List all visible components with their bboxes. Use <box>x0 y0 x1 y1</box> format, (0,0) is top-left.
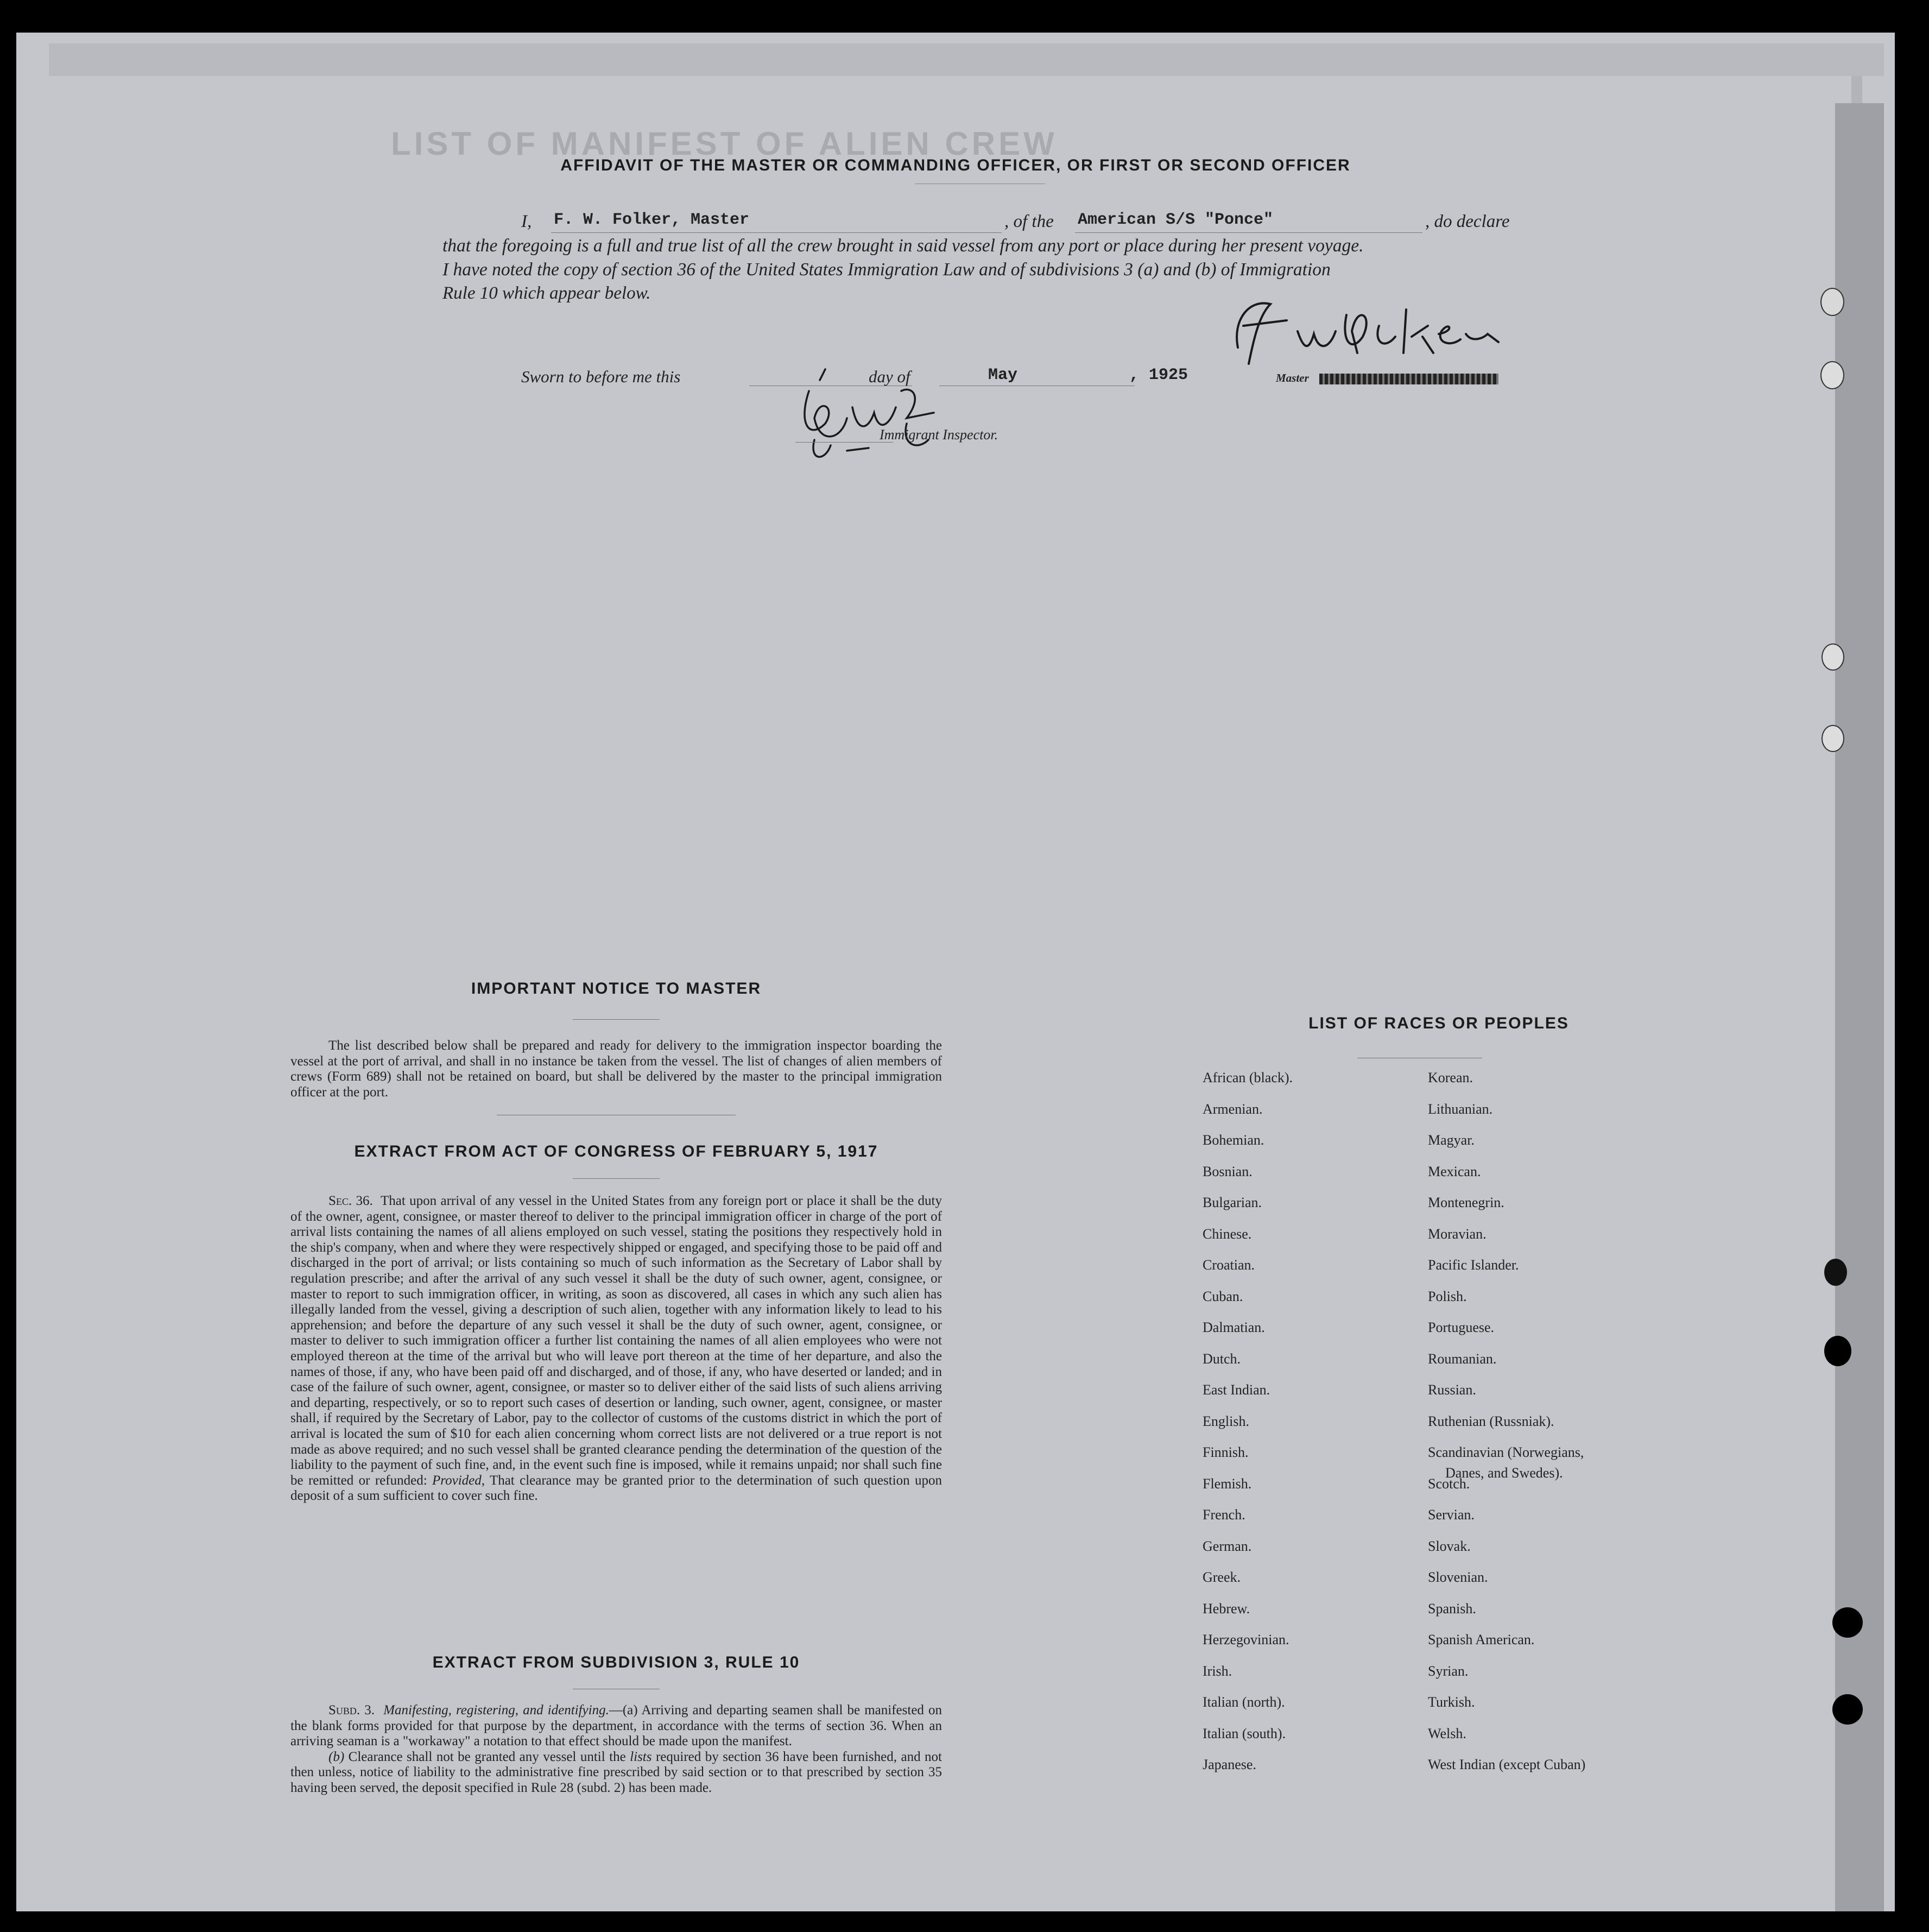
affidavit-master-name: F. W. Folker, Master <box>554 211 750 229</box>
race-left-item: Chinese. <box>1203 1226 1252 1242</box>
race-right-item: Welsh. <box>1428 1725 1466 1741</box>
race-right-item: Korean. <box>1428 1070 1473 1085</box>
race-left-item: Dalmatian. <box>1203 1319 1265 1335</box>
race-right-item: Mexican. <box>1428 1163 1481 1179</box>
affidavit-pronoun: I, <box>521 212 532 231</box>
race-left-item: English. <box>1203 1413 1249 1429</box>
master-signature <box>1216 282 1520 375</box>
race-right-item: Scandinavian (Norwegians, <box>1428 1444 1584 1460</box>
para-a-mark: —(a) <box>609 1703 638 1718</box>
race-right-item: Russian. <box>1428 1382 1476 1398</box>
stacked-page-edge-top <box>49 43 1884 76</box>
race-right-item: Slovenian. <box>1428 1569 1488 1585</box>
inspector-underline <box>795 442 893 443</box>
affidavit-of-the: , of the <box>1004 212 1054 231</box>
race-left-item: Italian (north). <box>1203 1694 1285 1710</box>
notice-title: IMPORTANT NOTICE TO MASTER <box>471 980 762 997</box>
para-b-mark: (b) <box>328 1749 345 1764</box>
race-right-item: Scotch. <box>1428 1475 1470 1492</box>
race-left-item: Finnish. <box>1203 1444 1249 1460</box>
section-36-text <box>290 1194 942 1504</box>
race-right-item: Spanish. <box>1428 1600 1476 1617</box>
binder-hole-2 <box>1820 361 1844 389</box>
race-right-item: West Indian (except Cuban) <box>1428 1757 1586 1772</box>
para-b-lists: lists <box>630 1749 652 1764</box>
race-left-item: Cuban. <box>1203 1288 1243 1304</box>
race-right-item: Ruthenian (Russniak). <box>1428 1413 1554 1429</box>
race-left-item: Armenian. <box>1203 1101 1263 1117</box>
race-left-item: Bohemian. <box>1203 1132 1264 1148</box>
race-left-item: Bosnian. <box>1203 1163 1253 1179</box>
subd-heading: Manifesting, registering, and identifying. <box>383 1703 609 1718</box>
race-right-item: Slovak. <box>1428 1538 1471 1554</box>
affidavit-line-4: Rule 10 which appear below. <box>442 283 651 303</box>
races-title: LIST OF RACES OR PEOPLES <box>1308 1014 1569 1032</box>
vessel-underline <box>1075 232 1422 233</box>
race-left-item: Italian (south). <box>1203 1725 1286 1741</box>
affidavit-title: AFFIDAVIT OF THE MASTER OR COMMANDING OFFICER, OR FIRST OR SECOND OFFICER <box>560 156 1351 174</box>
sworn-month: May <box>988 366 1018 384</box>
notice-text: The list described below shall be prepared and ready for delivery to the immigration inspector boarding the vessel at the port of arrival, and shall in no instance be taken from the vessel. The list of changes of alien members of crews (Form 689) shall not be retained on board, but shall be delivered by the master to the principal immigration officer at the port. <box>290 1038 942 1100</box>
race-right-item: Pacific Islander. <box>1428 1257 1519 1273</box>
race-left-item: Croatian. <box>1203 1257 1255 1273</box>
notice-rule <box>573 1019 660 1020</box>
name-underline <box>551 232 1002 233</box>
race-right-item: Montenegrin. <box>1428 1195 1504 1210</box>
notice-body <box>290 1038 942 1100</box>
affidavit-vessel-name: American S/S "Ponce" <box>1078 211 1274 229</box>
race-left-item: Irish. <box>1203 1663 1232 1679</box>
binder-hole-1 <box>1820 288 1844 316</box>
race-left-item: Bulgarian. <box>1203 1195 1262 1210</box>
sworn-day-label: day of <box>869 367 910 386</box>
binder-hole-8 <box>1832 1694 1863 1725</box>
race-right-item: Magyar. <box>1428 1132 1475 1148</box>
inspector-signature <box>776 358 983 467</box>
sworn-year: , 1925 <box>1129 366 1188 384</box>
race-left-item: African (black). <box>1203 1070 1293 1085</box>
extract-act-rule <box>573 1178 660 1179</box>
race-left-item: Dutch. <box>1203 1350 1241 1367</box>
para-b-text-2: required by section 36 have been furnished, and not then unless, notice of liability to the administrative fine prescribed by said section or to that prescribed by section 35 having been served, the deposit specified in Rule 28 (subd. 2) has been made. <box>290 1749 943 1795</box>
section-body: That upon arrival of any vessel in the United States from any foreign port or place it shall be the duty of the owner, agent, consignee, or master thereof to deliver to the principal immigration officer in charge of the port of arrival lists containing the names of all aliens employed on such vessel, stating the positions they respectively hold in the ship's company, when and where they were respectively shipped or engaged, and specifying those to be paid off and discharged in the port of arrival; or lists containing so much of such information as the Secretary of Labor shall by regulation prescribe; and after the arrival of any such vessel it shall be the duty of such owner, agent, consignee, or master to report to such immigration officer, in writing, as soon as discovered, all cases in which any such alien has illegally landed from the vessel, giving a description of such alien, together with any information likely to lead to his apprehension; and before the departure of any such vessel it shall be the duty of such owner, agent, consignee, or master to deliver to such immigration officer a further list containing the names of all alien employees who were not employed thereon at the time of the arrival but who will leave port thereon at the time of her departure, and also the names of those, if any, who have been paid off and discharged, and of those, if any, who have deserted or landed; and in case of the failure of such owner, agent, consignee, or master so to deliver either of the said lists of such aliens arriving and departing, respectively, or so to report such cases of desertion or landing, such owner, agent, consignee, or master shall, if required by the Secretary of Labor, pay to the collector of customs of the customs district in which the port of arrival is located the sum of $10 for each alien concerning whom correct lists are not delivered or a true report is not made as above required; and no such vessel shall be granted clearance pending the determination of the question of the liability to the payment of such fine, and, in the event such fine is imposed, while it remains unpaid; nor shall such fine be remitted or refunded: <box>290 1194 942 1488</box>
race-right-item: Roumanian. <box>1428 1350 1497 1367</box>
race-left-item: East Indian. <box>1203 1382 1270 1398</box>
race-right-item: Turkish. <box>1428 1694 1475 1710</box>
struck-through-officer-text <box>1319 374 1498 384</box>
race-left-item: German. <box>1203 1538 1252 1554</box>
subd-label: Subd. 3. <box>328 1703 375 1718</box>
affidavit-do-declare: , do declare <box>1425 212 1510 231</box>
race-right-item: Moravian. <box>1428 1226 1487 1242</box>
para-a-text: Arriving and departing seamen shall be manifested on the blank forms provided for that purpose by the department, in accordance with the terms of section 36. When an arriving seaman is a "workaway" a notation to that effect should be made upon the manifest. <box>290 1703 943 1749</box>
signature-caption: Master <box>1276 371 1309 384</box>
extract-act-title: EXTRACT FROM ACT OF CONGRESS OF FEBRUARY 5, 1917 <box>354 1142 878 1160</box>
race-left-item: Greek. <box>1203 1569 1241 1585</box>
document-page <box>16 33 1895 1911</box>
para-b-text-1: Clearance shall not be granted any vessel until the <box>348 1749 626 1764</box>
binder-hole-7 <box>1832 1607 1863 1638</box>
affidavit-line-3: I have noted the copy of section 36 of the United States Immigration Law and of subdivisions 3 (a) and (b) of Immigration <box>442 260 1331 280</box>
race-right-item: Servian. <box>1428 1507 1475 1523</box>
provided-label: Provided, <box>432 1473 485 1488</box>
binder-hole-3 <box>1822 643 1844 671</box>
race-left-item: Japanese. <box>1203 1757 1256 1772</box>
sworn-prefix: Sworn to before me this <box>521 367 681 386</box>
subdivision-3-text <box>290 1703 942 1796</box>
race-left-item: Herzegovinian. <box>1203 1632 1289 1647</box>
race-right-item: Lithuanian. <box>1428 1101 1493 1117</box>
race-right-item: Portuguese. <box>1428 1319 1495 1335</box>
inspector-caption: Immigrant Inspector. <box>880 427 998 443</box>
race-left-item: Hebrew. <box>1203 1600 1250 1617</box>
race-left-item: Flemish. <box>1203 1475 1252 1492</box>
provided-text: That clearance may be granted prior to the determination of such question upon deposit of a sum sufficient to cover such fine. <box>290 1473 943 1504</box>
binder-hole-5 <box>1824 1259 1847 1286</box>
affidavit-line-2: that the foregoing is a full and true list of all the crew brought in said vessel from any port or place during her present voyage. <box>442 236 1364 256</box>
section-label: Sec. 36. <box>328 1194 373 1208</box>
race-right-continuation: Danes, and Swedes). <box>1445 1465 1563 1481</box>
race-left-item: French. <box>1203 1507 1245 1523</box>
bleed-through-header: LIST OF MANIFEST OF ALIEN CREW <box>391 125 1058 162</box>
race-right-item: Polish. <box>1428 1288 1467 1304</box>
race-right-item: Spanish American. <box>1428 1632 1535 1647</box>
extract-rule-title: EXTRACT FROM SUBDIVISION 3, RULE 10 <box>432 1653 800 1671</box>
binder-hole-4 <box>1822 725 1844 752</box>
binder-hole-6 <box>1824 1336 1851 1366</box>
race-right-item: Syrian. <box>1428 1663 1469 1679</box>
